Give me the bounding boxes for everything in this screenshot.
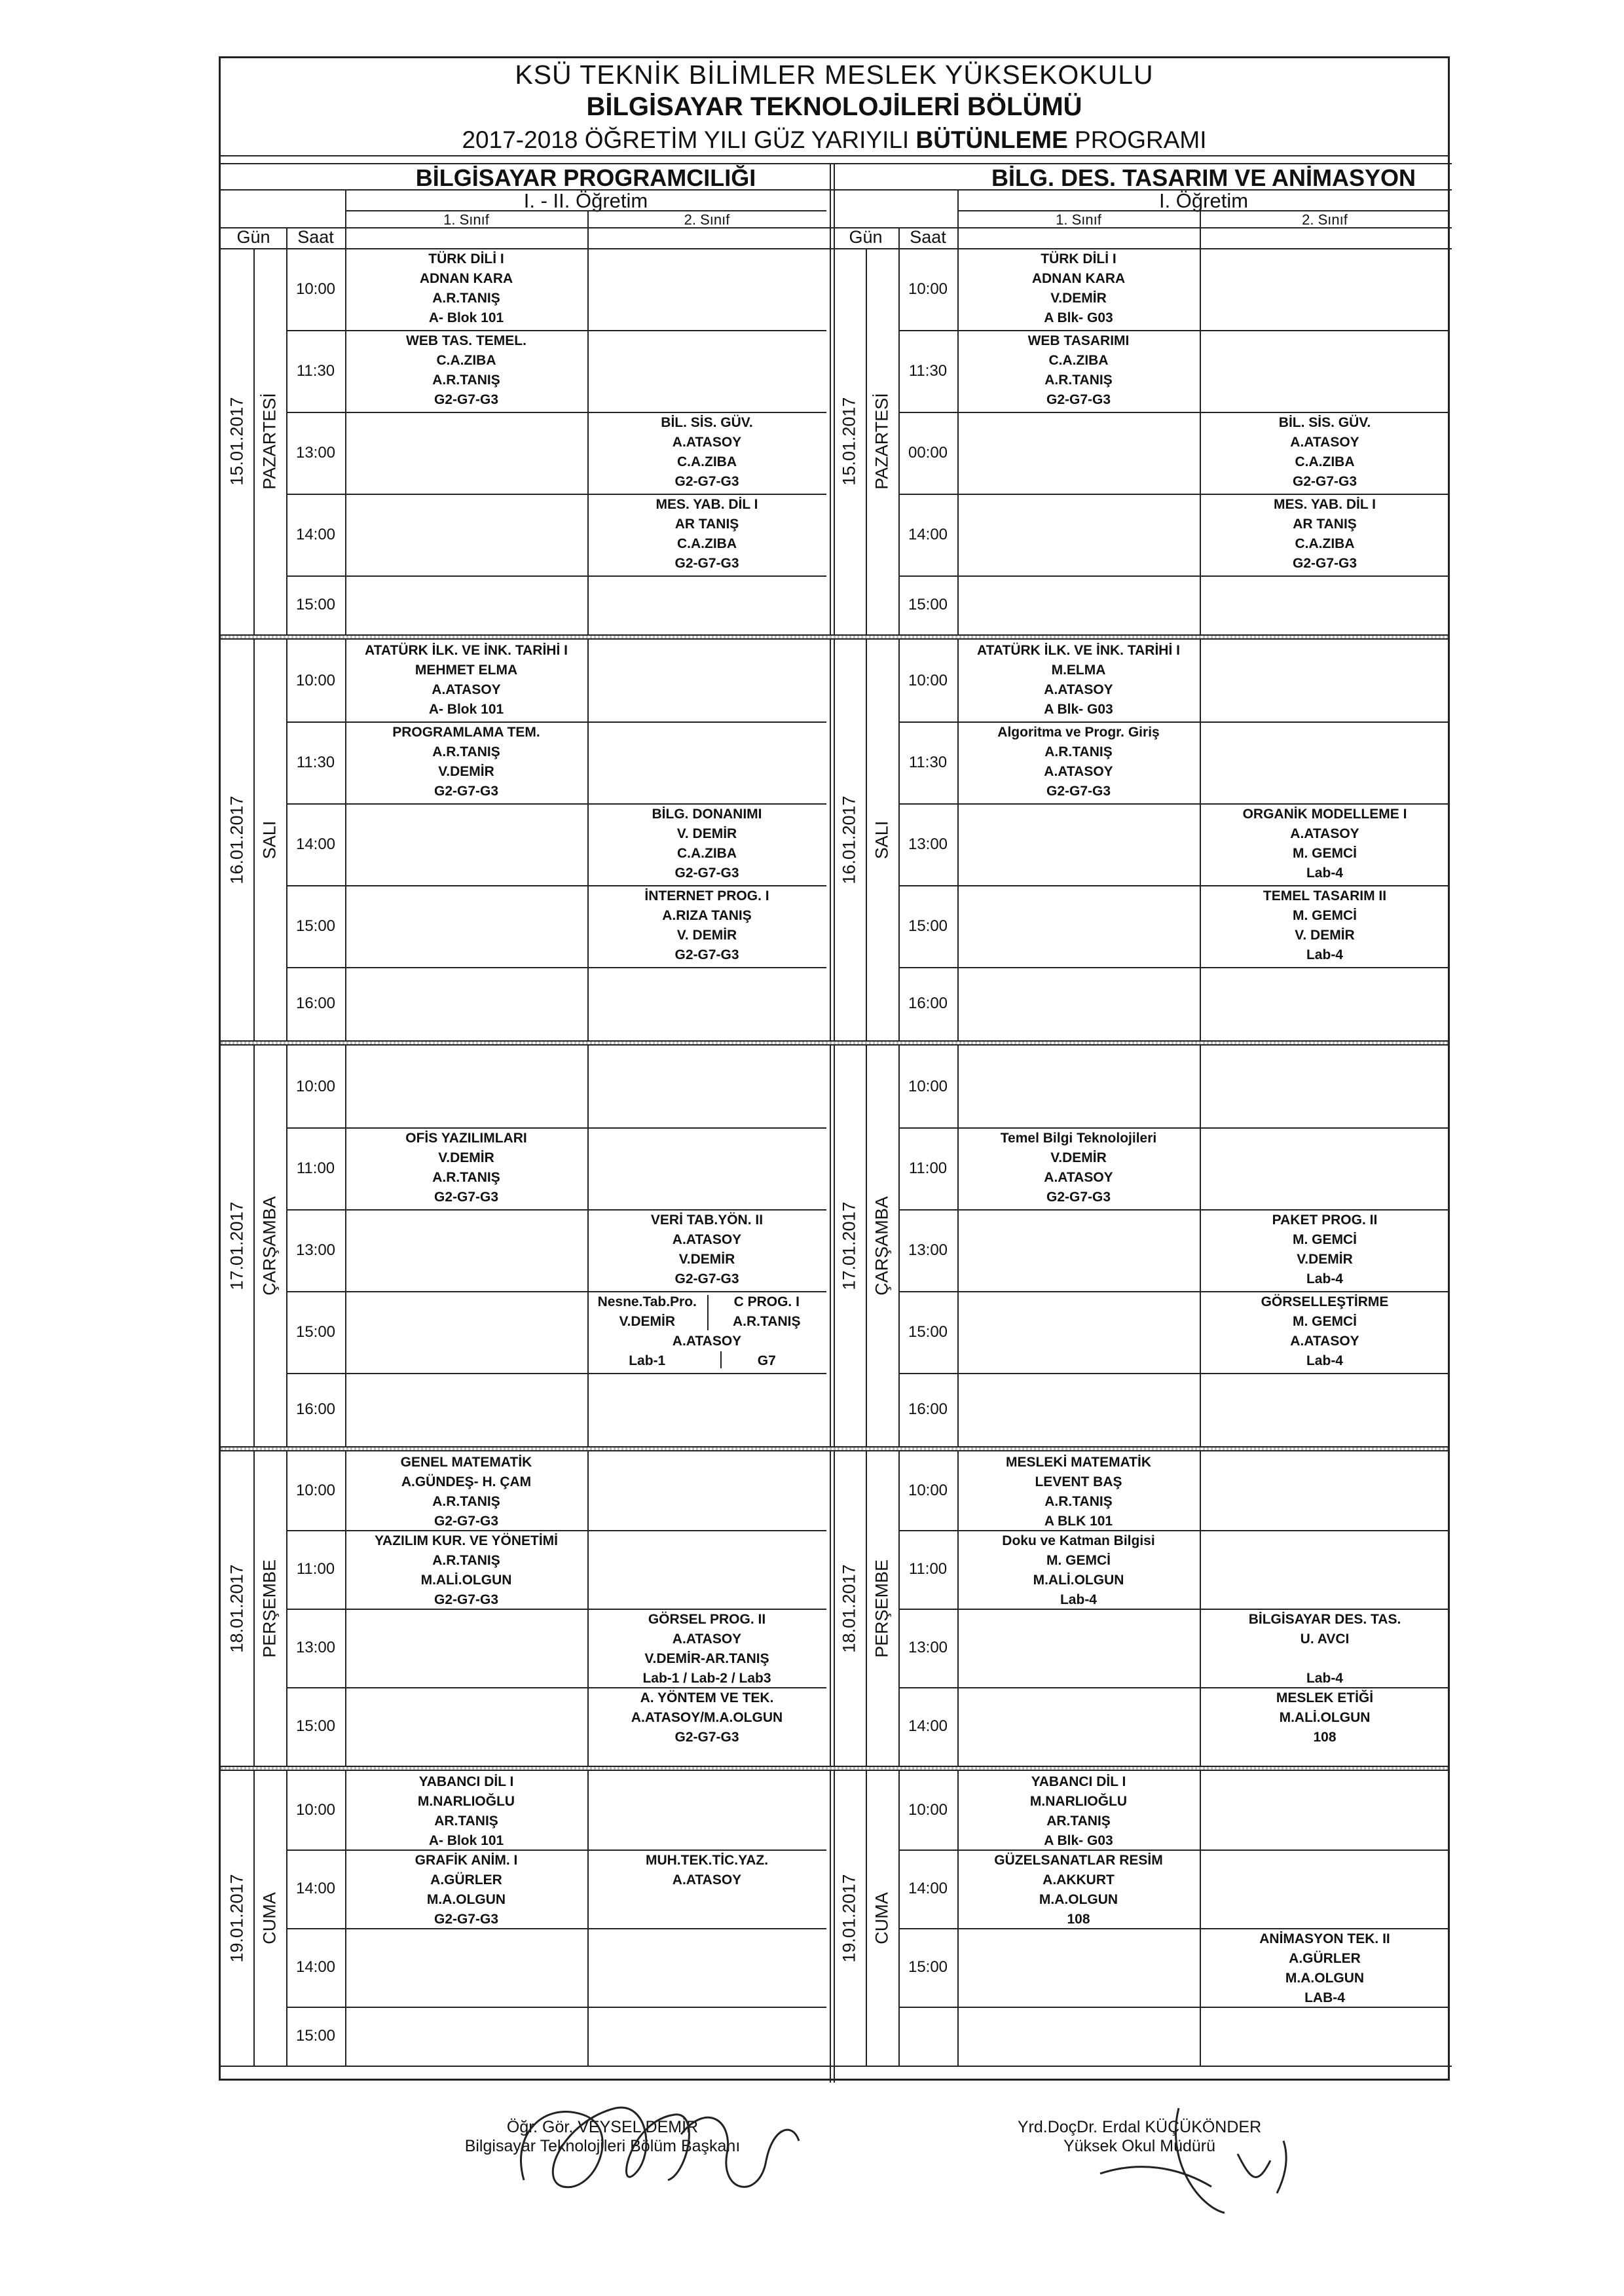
grid-line [866, 640, 867, 1040]
course-cell: WEB TASARIMI C.A.ZIBA A.R.TANIŞ G2-G7-G3 [1027, 333, 1130, 407]
grid-line [253, 248, 255, 634]
course-cell: MESLEKİ MATEMATİK LEVENT BAŞ A.R.TANIŞ A BLK 101 [1005, 1455, 1152, 1529]
time-slot: 13:00 [908, 1639, 948, 1656]
time-slot: 11:30 [296, 361, 335, 380]
course-cell: ATATÜRK İLK. VE İNK. TARİHİ I MEHMET ELMA A.ATASOY A- Blok 101 [365, 643, 568, 717]
grid-line [834, 163, 835, 2083]
time-slot: 10:00 [295, 1801, 336, 1819]
time-slot: 15:00 [295, 1322, 336, 1341]
time-slot: 14:00 [908, 1880, 948, 1897]
day-name-left: SALI [259, 820, 280, 860]
time-slot: 10:00 [908, 1801, 948, 1819]
course-cell-split-b: C PROG. I A.R.TANIŞ [733, 1294, 801, 1329]
section-title-right: BİLG. DES. TASARIM VE ANİMASYON [991, 164, 1416, 191]
course-cell: BİL. SİS. GÜV. A.ATASOY C.A.ZIBA G2-G7-G3 [661, 415, 753, 489]
signature-left-name: Öğr. Gör. VEYSEL DEMİR [506, 2118, 699, 2136]
course-cell: A. YÖNTEM VE TEK. A.ATASOY/M.A.OLGUN G2-G7-G3 [631, 1690, 783, 1745]
day-name-right: CUMA [872, 1892, 892, 1944]
signature-right-name: Yrd.DoçDr. Erdal KÜÇÜKÖNDER [1017, 2118, 1262, 2136]
day-name-left: PERŞEMBE [259, 1559, 280, 1658]
time-slot: 16:00 [295, 994, 336, 1012]
time-slot: 11:30 [296, 753, 335, 771]
grid-line [286, 575, 826, 577]
time-slot: 15:00 [908, 596, 948, 613]
time-slot: 13:00 [295, 1241, 336, 1259]
time-slot: 14:00 [295, 835, 336, 853]
course-cell: MES. YAB. DİL I AR TANIŞ C.A.ZIBA G2-G7-G3 [655, 497, 758, 571]
time-slot: 15:00 [295, 596, 336, 613]
course-cell: MUH.TEK.TİC.YAZ. A.ATASOY [645, 1853, 769, 1887]
time-slot: 13:00 [908, 1241, 948, 1259]
course-cell: GÜZELSANATLAR RESİM A.AKKURT M.A.OLGUN 108 [994, 1853, 1163, 1927]
day-name-right: ÇARŞAMBA [872, 1196, 892, 1296]
time-slot: 15:00 [295, 917, 336, 935]
course-cell: WEB TAS. TEMEL. C.A.ZIBA A.R.TANIŞ G2-G7-G3 [406, 333, 526, 407]
day-date-left: 18.01.2017 [227, 1564, 247, 1653]
course-cell: İNTERNET PROG. I A.RIZA TANIŞ V. DEMİR G2-G7-G3 [644, 888, 769, 962]
time-slot: 11:00 [908, 1159, 948, 1177]
class2-right: 2. Sınıf [1302, 211, 1348, 228]
time-slot: 11:00 [296, 1159, 335, 1177]
grid-line [286, 1928, 826, 1929]
course-cell-lab-a: Lab-1 [629, 1353, 666, 1368]
handwritten-signature-left [485, 2062, 825, 2226]
time-slot: 14:00 [295, 1958, 336, 1976]
grid-line [720, 1351, 722, 1368]
day-date-left: 15.01.2017 [227, 397, 247, 486]
day-date-right: 17.01.2017 [839, 1201, 859, 1290]
grid-line [253, 640, 255, 1040]
saat-header-left: Saat [297, 227, 334, 247]
grid-line [221, 2066, 1452, 2067]
time-slot: 15:00 [295, 2027, 336, 2045]
section-title-left: BİLGİSAYAR PROGRAMCILIĞI [415, 164, 756, 191]
time-slot: 11:00 [296, 1560, 335, 1578]
day-name-right: PERŞEMBE [872, 1559, 892, 1658]
time-slot: 16:00 [908, 1400, 948, 1418]
course-cell: GRAFİK ANİM. I A.GÜRLER M.A.OLGUN G2-G7-G3 [415, 1853, 518, 1927]
course-cell: GENEL MATEMATİK A.GÜNDEŞ- H. ÇAM A.R.TANIŞ G2-G7-G3 [400, 1455, 532, 1529]
time-slot: 15:00 [908, 1958, 948, 1976]
program-title [221, 126, 1448, 154]
day-date-right: 19.01.2017 [839, 1874, 859, 1963]
time-slot: 14:00 [908, 1717, 948, 1735]
course-cell: ORGANİK MODELLEME I A.ATASOY M. GEMCİ Lab-4 [1242, 807, 1407, 881]
course-cell: MES. YAB. DİL I AR TANIŞ C.A.ZIBA G2-G7-G3 [1274, 497, 1376, 571]
grid-line [253, 1046, 255, 1446]
course-cell-shared: A.ATASOY [672, 1334, 742, 1349]
time-slot: 11:30 [908, 361, 948, 380]
grid-line [286, 227, 287, 248]
grid-line [286, 967, 826, 968]
time-slot: 14:00 [908, 525, 948, 543]
signature-right-title: Yüksek Okul Müdürü [1063, 2137, 1216, 2155]
day-date-left: 16.01.2017 [227, 795, 247, 884]
day-name-right: PAZARTESİ [872, 393, 892, 490]
time-slot: 14:00 [295, 525, 336, 543]
day-date-right: 16.01.2017 [839, 795, 859, 884]
grid-line [898, 2007, 1450, 2008]
grid-line [286, 1373, 826, 1374]
day-date-left: 17.01.2017 [227, 1201, 247, 1290]
course-cell: YABANCI DİL I M.NARLIOĞLU AR.TANIŞ A Blk- G03 [1029, 1774, 1128, 1848]
grid-line [707, 1295, 709, 1330]
grid-line [253, 1771, 255, 2066]
grid-line [957, 189, 959, 248]
grid-line [1200, 1771, 1201, 2066]
course-cell-lab-b: G7 [757, 1353, 776, 1368]
handwritten-signature-right [1087, 2082, 1336, 2232]
course-cell: BİLGİSAYAR DES. TAS. U. AVCI Lab-4 [1248, 1612, 1401, 1686]
course-cell: GÖRSEL PROG. II A.ATASOY V.DEMİR-AR.TANIŞ Lab-1 / Lab-2 / Lab3 [642, 1612, 771, 1686]
time-slot: 11:30 [908, 753, 948, 771]
course-cell: TÜRK DİLİ I ADNAN KARA V.DEMİR A Blk- G03 [1031, 251, 1126, 325]
grid-line [898, 575, 1450, 577]
time-slot: 10:00 [295, 280, 336, 298]
time-slot: 10:00 [295, 1077, 336, 1095]
course-cell: GÖRSELLEŞTİRME M. GEMCİ A.ATASOY Lab-4 [1261, 1294, 1389, 1368]
course-cell: BİL. SİS. GÜV. A.ATASOY C.A.ZIBA G2-G7-G3 [1278, 415, 1371, 489]
schedule-sheet [219, 56, 1450, 2081]
course-cell: Doku ve Katman Bilgisi M. GEMCİ M.ALİ.OLGUN Lab-4 [1002, 1533, 1155, 1607]
course-cell: TEMEL TASARIM II M. GEMCİ V. DEMİR Lab-4 [1263, 888, 1387, 962]
day-date-right: 15.01.2017 [839, 397, 859, 486]
course-cell: OFİS YAZILIMLARI V.DEMİR A.R.TANIŞ G2-G7-G3 [405, 1131, 527, 1205]
grid-line [898, 1373, 1450, 1374]
grid-line [286, 2007, 826, 2008]
grid-line [866, 1046, 867, 1446]
gun-header-right: Gün [849, 227, 883, 247]
course-cell: PAKET PROG. II M. GEMCİ V.DEMİR Lab-4 [1272, 1212, 1378, 1286]
time-slot: 15:00 [295, 1717, 336, 1735]
course-cell-split-a: Nesne.Tab.Pro. V.DEMİR [597, 1294, 697, 1329]
course-cell: ATATÜRK İLK. VE İNK. TARİHİ I M.ELMA A.ATASOY A Blk- G03 [977, 643, 1180, 717]
grid-line [345, 189, 346, 248]
class1-right: 1. Sınıf [1056, 211, 1101, 228]
time-slot: 16:00 [908, 994, 948, 1012]
time-slot: 13:00 [908, 835, 948, 853]
course-cell: PROGRAMLAMA TEM. A.R.TANIŞ V.DEMİR G2-G7-G3 [392, 725, 540, 799]
school-name: KSÜ TEKNİK BİLİMLER MESLEK YÜKSEKOKULU [515, 60, 1154, 90]
time-slot: 16:00 [295, 1400, 336, 1418]
day-date-left: 19.01.2017 [227, 1874, 247, 1963]
ogretim-right: I. Öğretim [1158, 189, 1249, 212]
day-separator [221, 1040, 1448, 1046]
day-separator [221, 1766, 1448, 1771]
course-cell: TÜRK DİLİ I ADNAN KARA A.R.TANIŞ A- Blok 101 [419, 251, 513, 325]
grid-line [866, 1451, 867, 1766]
course-cell: Algoritma ve Progr. Giriş A.R.TANIŞ A.ATASOY G2-G7-G3 [997, 725, 1160, 799]
day-name-left: CUMA [259, 1892, 280, 1944]
grid-line [898, 967, 1450, 968]
time-slot: 10:00 [908, 1482, 948, 1499]
time-slot: 10:00 [295, 671, 336, 689]
time-slot: 15:00 [908, 917, 948, 935]
program-suffix: PROGRAMI [1075, 126, 1207, 153]
ogretim-left: I. - II. Öğretim [523, 189, 648, 212]
time-slot: 13:00 [295, 443, 336, 462]
grid-line [866, 1771, 867, 2066]
grid-line [957, 1046, 959, 1446]
grid-line [345, 1046, 346, 1446]
grid-line [866, 248, 867, 634]
time-slot: 10:00 [908, 671, 948, 689]
time-slot: 10:00 [908, 280, 948, 298]
department-name: BİLGİSAYAR TEKNOLOJİLERİ BÖLÜMÜ [586, 92, 1082, 121]
day-name-left: PAZARTESİ [259, 393, 280, 490]
class2-left: 2. Sınıf [684, 211, 730, 228]
time-slot: 15:00 [908, 1322, 948, 1341]
day-date-right: 18.01.2017 [839, 1564, 859, 1653]
course-cell: BİLG. DONANIMI V. DEMİR C.A.ZIBA G2-G7-G3 [652, 807, 762, 881]
program-bold: BÜTÜNLEME [915, 126, 1068, 153]
gun-header-left: Gün [236, 227, 270, 247]
course-cell: YAZILIM KUR. VE YÖNETİMİ A.R.TANIŞ M.ALİ.OLGUN G2-G7-G3 [374, 1533, 559, 1607]
course-cell: MESLEK ETİĞİ M.ALİ.OLGUN 108 [1276, 1690, 1374, 1745]
course-cell: ANİMASYON TEK. II A.GÜRLER M.A.OLGUN LAB-4 [1259, 1931, 1390, 2005]
course-cell: YABANCI DİL I M.NARLIOĞLU AR.TANIŞ A- Blok 101 [417, 1774, 515, 1848]
day-separator [221, 1446, 1448, 1451]
time-slot: 11:00 [908, 1560, 948, 1578]
course-cell: Temel Bilgi Teknolojileri V.DEMİR A.ATASOY G2-G7-G3 [1000, 1131, 1157, 1205]
day-name-left: ÇARŞAMBA [259, 1196, 280, 1296]
signature-left-title: Bilgisayar Teknolojileri Bölüm Başkanı [464, 2137, 741, 2155]
grid-line [830, 163, 831, 2083]
class1-left: 1. Sınıf [443, 211, 489, 228]
grid-line [1200, 210, 1201, 248]
time-slot: 14:00 [295, 1880, 336, 1897]
grid-line [898, 227, 900, 248]
time-slot: 13:00 [295, 1639, 336, 1656]
program-prefix: 2017-2018 ÖĞRETİM YILI GÜZ YARIYILI [462, 126, 910, 153]
saat-header-right: Saat [910, 227, 946, 247]
day-name-right: SALI [872, 820, 892, 860]
day-separator [221, 634, 1448, 640]
time-slot: 00:00 [908, 443, 948, 462]
time-slot: 10:00 [295, 1482, 336, 1499]
grid-line [587, 210, 589, 248]
grid-line [253, 1451, 255, 1766]
time-slot: 10:00 [908, 1077, 948, 1095]
course-cell: VERİ TAB.YÖN. II A.ATASOY V.DEMİR G2-G7-G3 [650, 1212, 764, 1286]
